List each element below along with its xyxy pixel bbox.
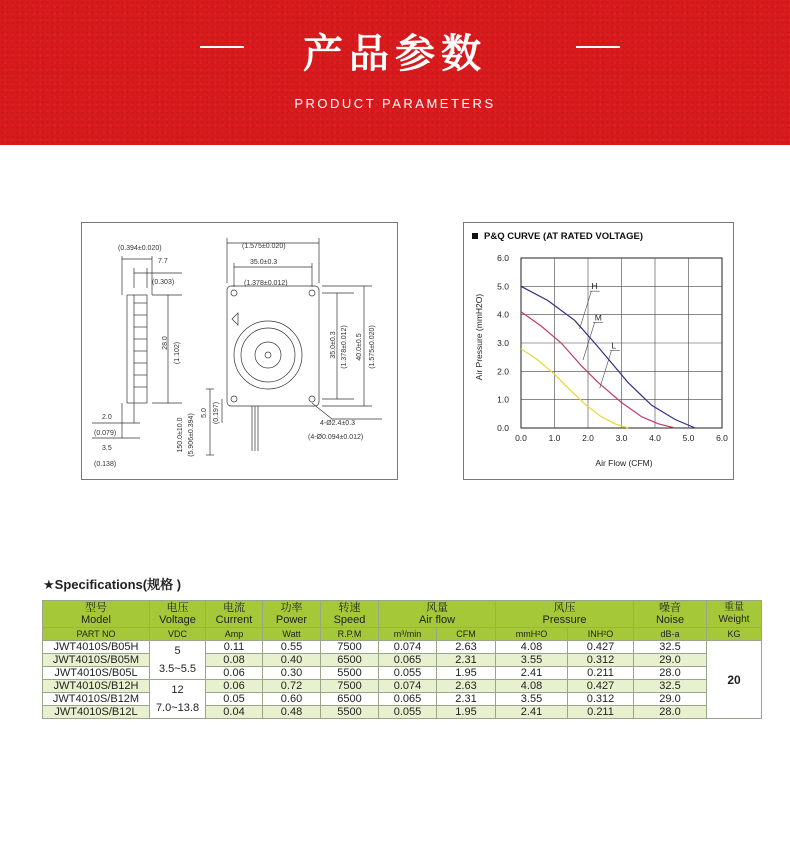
dim-label: 4-Ø2.4±0.3 [320, 420, 355, 427]
cell-watt: 0.30 [263, 667, 321, 680]
dim-label: (0.138) [94, 461, 117, 468]
header-banner [0, 0, 790, 145]
cell-mmh2o: 4.08 [496, 641, 568, 654]
y-tick-label: 6.0 [497, 253, 509, 263]
cell-mmh2o: 2.41 [496, 667, 568, 680]
cell-part-no: JWT4010S/B05M [43, 654, 150, 667]
cell-cfm: 2.63 [437, 680, 496, 693]
col-header-noise: 噪音 Noise [634, 601, 707, 628]
cell-inh2o: 0.427 [568, 680, 634, 693]
cell-cfm: 2.31 [437, 693, 496, 706]
cell-mmh2o: 3.55 [496, 654, 568, 667]
dim-label: (1.575±0.020) [242, 243, 286, 250]
unit-cfm: CFM [437, 628, 496, 641]
dim-label: (1.378±0.012) [244, 280, 288, 287]
dim-label: (0.303) [152, 279, 175, 286]
unit-m3-min: m³/min [379, 628, 437, 641]
series-label-l: L [611, 340, 617, 351]
dim-label: 35.0±0.3 [330, 331, 337, 359]
cell-weight: 20 [707, 641, 762, 719]
cell-rpm: 5500 [321, 667, 379, 680]
chart-y-axis-label: Air Pressure (mmH2O) [474, 293, 484, 381]
x-tick-label: 3.0 [615, 433, 628, 443]
cell-m3min: 0.055 [379, 706, 437, 719]
cell-part-no: JWT4010S/B12M [43, 693, 150, 706]
cell-amp: 0.11 [206, 641, 263, 654]
col-header-airflow: 风量 Air flow [379, 601, 496, 628]
series-label-leader [580, 291, 592, 329]
cell-m3min: 0.074 [379, 641, 437, 654]
pq-curve-panel [463, 222, 734, 480]
cell-noise: 28.0 [634, 667, 707, 680]
cell-amp: 0.04 [206, 706, 263, 719]
cell-noise: 32.5 [634, 641, 707, 654]
cell-mmh2o: 3.55 [496, 693, 568, 706]
dim-label: (1.575±0.020) [369, 325, 376, 369]
x-tick-label: 0.0 [515, 433, 527, 443]
cell-cfm: 2.31 [437, 654, 496, 667]
unit-inh2o: INH²O [568, 628, 634, 641]
cell-inh2o: 0.312 [568, 693, 634, 706]
cell-part-no: JWT4010S/B12L [43, 706, 150, 719]
dim-label: (5.906±0.394) [188, 413, 195, 457]
unit-rpm: R.P.M [321, 628, 379, 641]
col-header-pressure: 风压 Pressure [496, 601, 634, 628]
dim-label: 150.0±10.0 [177, 417, 184, 453]
cell-voltage-group: 5 3.5~5.5 [150, 641, 206, 680]
series-line-h [521, 286, 695, 428]
chart-title: P&Q CURVE (AT RATED VOLTAGE) [484, 231, 644, 242]
col-header-voltage: 电压 Voltage [150, 601, 206, 628]
cell-voltage-group: 12 7.0~13.8 [150, 680, 206, 719]
cell-watt: 0.72 [263, 680, 321, 693]
cell-noise: 28.0 [634, 706, 707, 719]
cell-amp: 0.06 [206, 667, 263, 680]
dim-label: (1.102) [174, 341, 181, 365]
unit-part-no: PART NO [43, 628, 150, 641]
cell-part-no: JWT4010S/B12H [43, 680, 150, 693]
y-tick-label: 1.0 [497, 394, 509, 405]
dim-label: 7.7 [158, 258, 168, 265]
cell-cfm: 2.63 [437, 641, 496, 654]
cell-watt: 0.55 [263, 641, 321, 654]
x-tick-label: 6.0 [716, 433, 728, 443]
dim-label: (0.079) [94, 430, 117, 437]
cell-part-no: JWT4010S/B05L [43, 667, 150, 680]
series-label-h: H [591, 281, 598, 292]
unit-amp: Amp [206, 628, 263, 641]
dim-label: (4-Ø0.094±0.012) [308, 434, 364, 441]
col-header-speed: 转速 Speed [321, 601, 379, 628]
chart-title-bullet [472, 233, 478, 239]
unit-dba: dB-a [634, 628, 707, 641]
series-line-m [521, 312, 675, 428]
unit-kg: KG [707, 628, 762, 641]
dim-label: (0.197) [213, 401, 220, 425]
dim-label: 28.0 [162, 336, 169, 350]
y-tick-label: 2.0 [497, 366, 509, 377]
x-tick-label: 1.0 [548, 433, 561, 443]
banner-subtitle: PRODUCT PARAMETERS [294, 96, 496, 111]
dim-label: 2.0 [102, 414, 112, 421]
unit-watt: Watt [263, 628, 321, 641]
cell-rpm: 5500 [321, 706, 379, 719]
cell-noise: 29.0 [634, 693, 707, 706]
cell-amp: 0.05 [206, 693, 263, 706]
unit-vdc: VDC [150, 628, 206, 641]
col-header-power: 功率 Power [263, 601, 321, 628]
dim-label: 40.0±0.5 [356, 333, 363, 361]
series-label-m: M [594, 312, 602, 323]
cell-noise: 32.5 [634, 680, 707, 693]
col-header-weight: 重量 Weight [707, 601, 762, 628]
dim-label: 35.0±0.3 [250, 259, 278, 266]
banner-title: 产品参数 [303, 31, 487, 77]
col-header-model: 型号 Model [43, 601, 150, 628]
y-tick-label: 4.0 [497, 309, 509, 320]
x-tick-label: 4.0 [649, 433, 661, 443]
cell-cfm: 1.95 [437, 706, 496, 719]
dimension-drawing-panel [81, 222, 398, 480]
cell-inh2o: 0.312 [568, 654, 634, 667]
y-tick-label: 0.0 [497, 423, 509, 433]
cell-rpm: 7500 [321, 641, 379, 654]
cell-watt: 0.40 [263, 654, 321, 667]
cell-mmh2o: 4.08 [496, 680, 568, 693]
specifications-title: ★Specifications(规格 ) [43, 577, 182, 592]
dim-label: 3.5 [102, 445, 112, 452]
series-line-l [521, 349, 628, 428]
cell-inh2o: 0.427 [568, 641, 634, 654]
dimension-drawing [82, 223, 397, 479]
cell-cfm: 1.95 [437, 667, 496, 680]
cell-part-no: JWT4010S/B05H [43, 641, 150, 654]
chart-x-axis-label: Air Flow (CFM) [595, 458, 653, 468]
y-tick-label: 5.0 [497, 281, 509, 292]
cell-mmh2o: 2.41 [496, 706, 568, 719]
cell-inh2o: 0.211 [568, 667, 634, 680]
cell-amp: 0.08 [206, 654, 263, 667]
dim-label: (1.378±0.012) [341, 325, 348, 369]
cell-amp: 0.06 [206, 680, 263, 693]
cell-inh2o: 0.211 [568, 706, 634, 719]
cell-rpm: 6500 [321, 693, 379, 706]
cell-rpm: 6500 [321, 654, 379, 667]
x-tick-label: 5.0 [682, 433, 695, 443]
banner-right-line [576, 46, 620, 48]
cell-rpm: 7500 [321, 680, 379, 693]
specifications-table [42, 600, 762, 719]
unit-mmh2o: mmH²O [496, 628, 568, 641]
y-tick-label: 3.0 [497, 338, 509, 348]
cell-noise: 29.0 [634, 654, 707, 667]
x-tick-label: 2.0 [582, 433, 594, 443]
cell-watt: 0.48 [263, 706, 321, 719]
cell-m3min: 0.074 [379, 680, 437, 693]
cell-m3min: 0.065 [379, 693, 437, 706]
cell-watt: 0.60 [263, 693, 321, 706]
col-header-current: 电流 Current [206, 601, 263, 628]
cell-m3min: 0.055 [379, 667, 437, 680]
cell-m3min: 0.065 [379, 654, 437, 667]
dim-label: 5.0 [201, 408, 208, 418]
table-row [43, 680, 762, 693]
chart-series [521, 281, 695, 428]
pq-curve-chart [464, 223, 733, 479]
dim-label: (0.394±0.020) [118, 245, 162, 252]
table-row [43, 641, 762, 654]
